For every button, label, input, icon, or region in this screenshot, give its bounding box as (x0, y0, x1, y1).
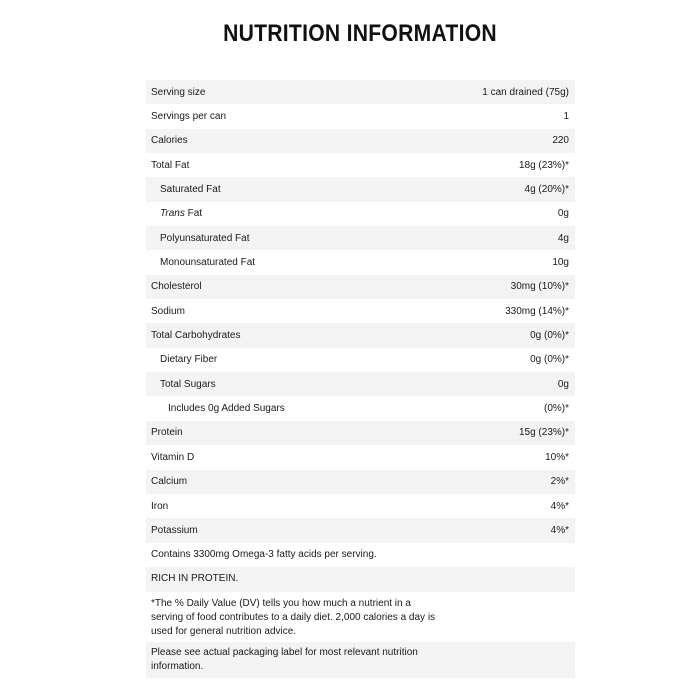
row-value: 0g (0%)* (530, 354, 569, 366)
omega-note-text: Contains 3300mg Omega-3 fatty acids per serving. (151, 548, 377, 560)
row-label: Calories (151, 135, 188, 147)
table-row-polyunsaturated-fat (146, 226, 575, 250)
table-row-sodium (146, 299, 575, 323)
row-value: 330mg (14%)* (505, 305, 569, 317)
row-label: Potassium (151, 524, 198, 536)
row-label: Cholesterol (151, 281, 202, 293)
table-row-cholesterol (146, 275, 575, 299)
row-value: 0g (557, 378, 569, 390)
table-row-iron (146, 494, 575, 518)
row-value: 1 can drained (75g) (482, 86, 569, 98)
row-label (151, 208, 202, 219)
table-row-saturated-fat (146, 177, 575, 201)
table-row-dietary-fiber (146, 348, 575, 372)
row-value: 0g (557, 208, 569, 220)
protein-claim (146, 567, 575, 592)
row-value: 4g (20%)* (524, 184, 569, 196)
table-row-total-sugars (146, 372, 575, 396)
row-label: Saturated Fat (160, 184, 221, 196)
table-row-monounsaturated-fat (146, 250, 575, 274)
table-row-total-fat (146, 153, 575, 177)
row-label: Sodium (151, 305, 185, 317)
row-value: 10%* (545, 451, 569, 463)
table-row-potassium (146, 518, 575, 542)
row-value: 30mg (10%)* (510, 281, 569, 293)
row-label: Monounsaturated Fat (160, 257, 256, 269)
row-value: 4%* (550, 500, 569, 512)
daily-value-footnote (146, 592, 575, 642)
row-label-rest: Fat (184, 208, 203, 220)
protein-claim-text: RICH IN PROTEIN. (151, 573, 239, 585)
row-value: 10g (552, 257, 569, 269)
row-value: (0%)* (543, 403, 569, 415)
table-row-total-carbohydrates (146, 323, 575, 347)
nutrition-table (146, 80, 575, 678)
row-label: Total Fat (151, 159, 190, 171)
row-label: Vitamin D (151, 451, 195, 463)
table-row-trans-fat (146, 202, 575, 226)
row-value: 4%* (550, 524, 569, 536)
row-label: Total Sugars (160, 378, 216, 390)
table-row-protein (146, 421, 575, 445)
row-value: 220 (552, 135, 569, 147)
row-value: 15g (23%)* (518, 427, 569, 439)
row-label: Polyunsaturated Fat (160, 232, 250, 244)
row-label: Iron (151, 500, 169, 512)
table-row-vitamin-d (146, 445, 575, 469)
table-row-added-sugars (146, 396, 575, 420)
omega-note (146, 543, 575, 568)
packaging-note (146, 642, 575, 678)
row-value: 0g (0%)* (530, 330, 569, 342)
row-label: Calcium (151, 476, 188, 488)
row-label: Includes 0g Added Sugars (168, 403, 285, 415)
row-value: 2%* (550, 476, 569, 488)
row-value: 18g (23%)* (518, 159, 569, 171)
row-value: 1 (563, 111, 569, 123)
packaging-note-text: Please see actual packaging label for most relevant nutrition information. (151, 646, 418, 672)
daily-value-footnote-text: *The % Daily Value (DV) tells you how much a nutrient in a serving of food contributes to a daily diet. 2,000 calories a day is used for general nutrition advice. (151, 597, 436, 637)
row-label: Servings per can (151, 111, 227, 123)
table-row-calories (146, 129, 575, 153)
table-row-serving-size (146, 80, 575, 104)
row-label: Dietary Fiber (160, 354, 218, 366)
table-row-calcium (146, 470, 575, 494)
row-value: 4g (557, 232, 569, 244)
row-label: Total Carbohydrates (151, 330, 241, 342)
row-label-italic: Trans (160, 208, 185, 220)
row-label: Protein (151, 427, 183, 439)
page-title: NUTRITION INFORMATION (223, 20, 497, 47)
table-row-servings-per-can (146, 104, 575, 128)
row-label: Serving size (151, 86, 206, 98)
